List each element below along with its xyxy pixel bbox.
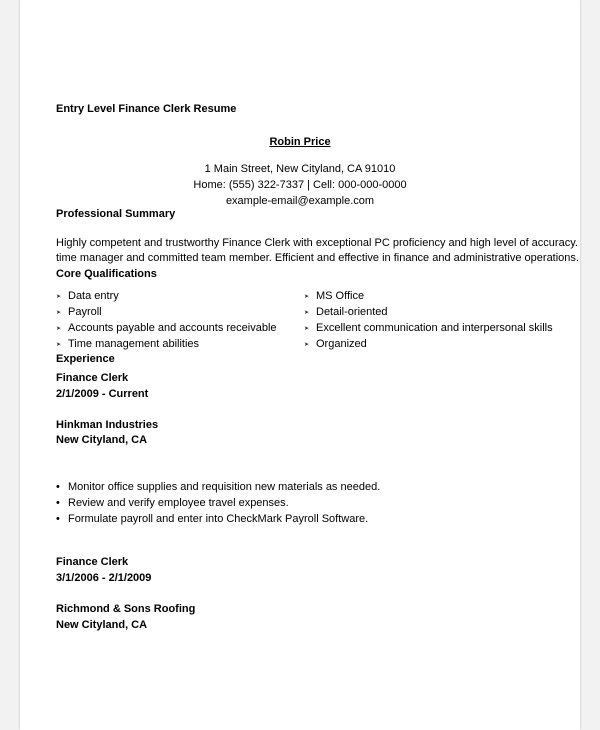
job-dates: 3/1/2006 - 2/1/2009 bbox=[56, 572, 152, 584]
summary-line: Highly competent and trustworthy Finance Clerk with exceptional PC proficiency and high level of accuracy. bbox=[56, 237, 578, 249]
qualification-item: ➤ Excellent communication and interpersonal skills bbox=[304, 322, 553, 334]
arrow-bullet-icon: ➤ bbox=[56, 294, 62, 300]
job-company: Richmond & Sons Roofing bbox=[56, 603, 196, 615]
contact-phones: Home: (555) 322-7337 | Cell: 000-000-0000 bbox=[193, 179, 407, 191]
qualification-item: ➤ Time management abilities bbox=[56, 338, 200, 350]
job-location: New Cityland, CA bbox=[56, 619, 148, 631]
dot-bullet-icon: • bbox=[56, 481, 60, 493]
dot-bullet-icon: • bbox=[56, 497, 60, 509]
arrow-bullet-icon: ➤ bbox=[304, 294, 310, 300]
experience-heading: Experience bbox=[56, 353, 115, 365]
arrow-bullet-icon: ➤ bbox=[56, 310, 62, 316]
job-title: Finance Clerk bbox=[56, 556, 129, 568]
arrow-bullet-icon: ➤ bbox=[304, 310, 310, 316]
job-location: New Cityland, CA bbox=[56, 434, 148, 446]
qualification-item: ➤ Accounts payable and accounts receivable bbox=[56, 322, 277, 334]
arrow-bullet-icon: ➤ bbox=[304, 342, 310, 348]
job-title: Finance Clerk bbox=[56, 372, 129, 384]
duty-item: • Monitor office supplies and requisition new materials as needed. bbox=[56, 481, 381, 493]
summary-heading: Professional Summary bbox=[56, 208, 176, 220]
arrow-bullet-icon: ➤ bbox=[56, 342, 62, 348]
arrow-bullet-icon: ➤ bbox=[56, 326, 62, 332]
duty-item: • Formulate payroll and enter into CheckMark Payroll Software. bbox=[56, 513, 369, 525]
qualification-item: ➤ Organized bbox=[304, 338, 367, 350]
summary-line: time manager and committed team member. Efficient and effective in finance and administrative operations. bbox=[56, 252, 579, 264]
qualifications-heading: Core Qualifications bbox=[56, 268, 157, 280]
job-dates: 2/1/2009 - Current bbox=[56, 388, 149, 400]
dot-bullet-icon: • bbox=[56, 513, 60, 525]
qualification-item: ➤ Detail-oriented bbox=[304, 306, 388, 318]
qualification-item: ➤ Data entry bbox=[56, 290, 119, 302]
qualification-item: ➤ MS Office bbox=[304, 290, 365, 302]
candidate-name: Robin Price bbox=[269, 136, 331, 148]
job-company: Hinkman Industries bbox=[56, 419, 159, 431]
arrow-bullet-icon: ➤ bbox=[304, 326, 310, 332]
contact-email: example-email@example.com bbox=[225, 195, 375, 207]
contact-address: 1 Main Street, New Cityland, CA 91010 bbox=[204, 163, 396, 175]
duty-item: • Review and verify employee travel expenses. bbox=[56, 497, 289, 509]
resume-page bbox=[20, 0, 580, 730]
document-title: Entry Level Finance Clerk Resume bbox=[56, 103, 237, 115]
qualification-item: ➤ Payroll bbox=[56, 306, 102, 318]
